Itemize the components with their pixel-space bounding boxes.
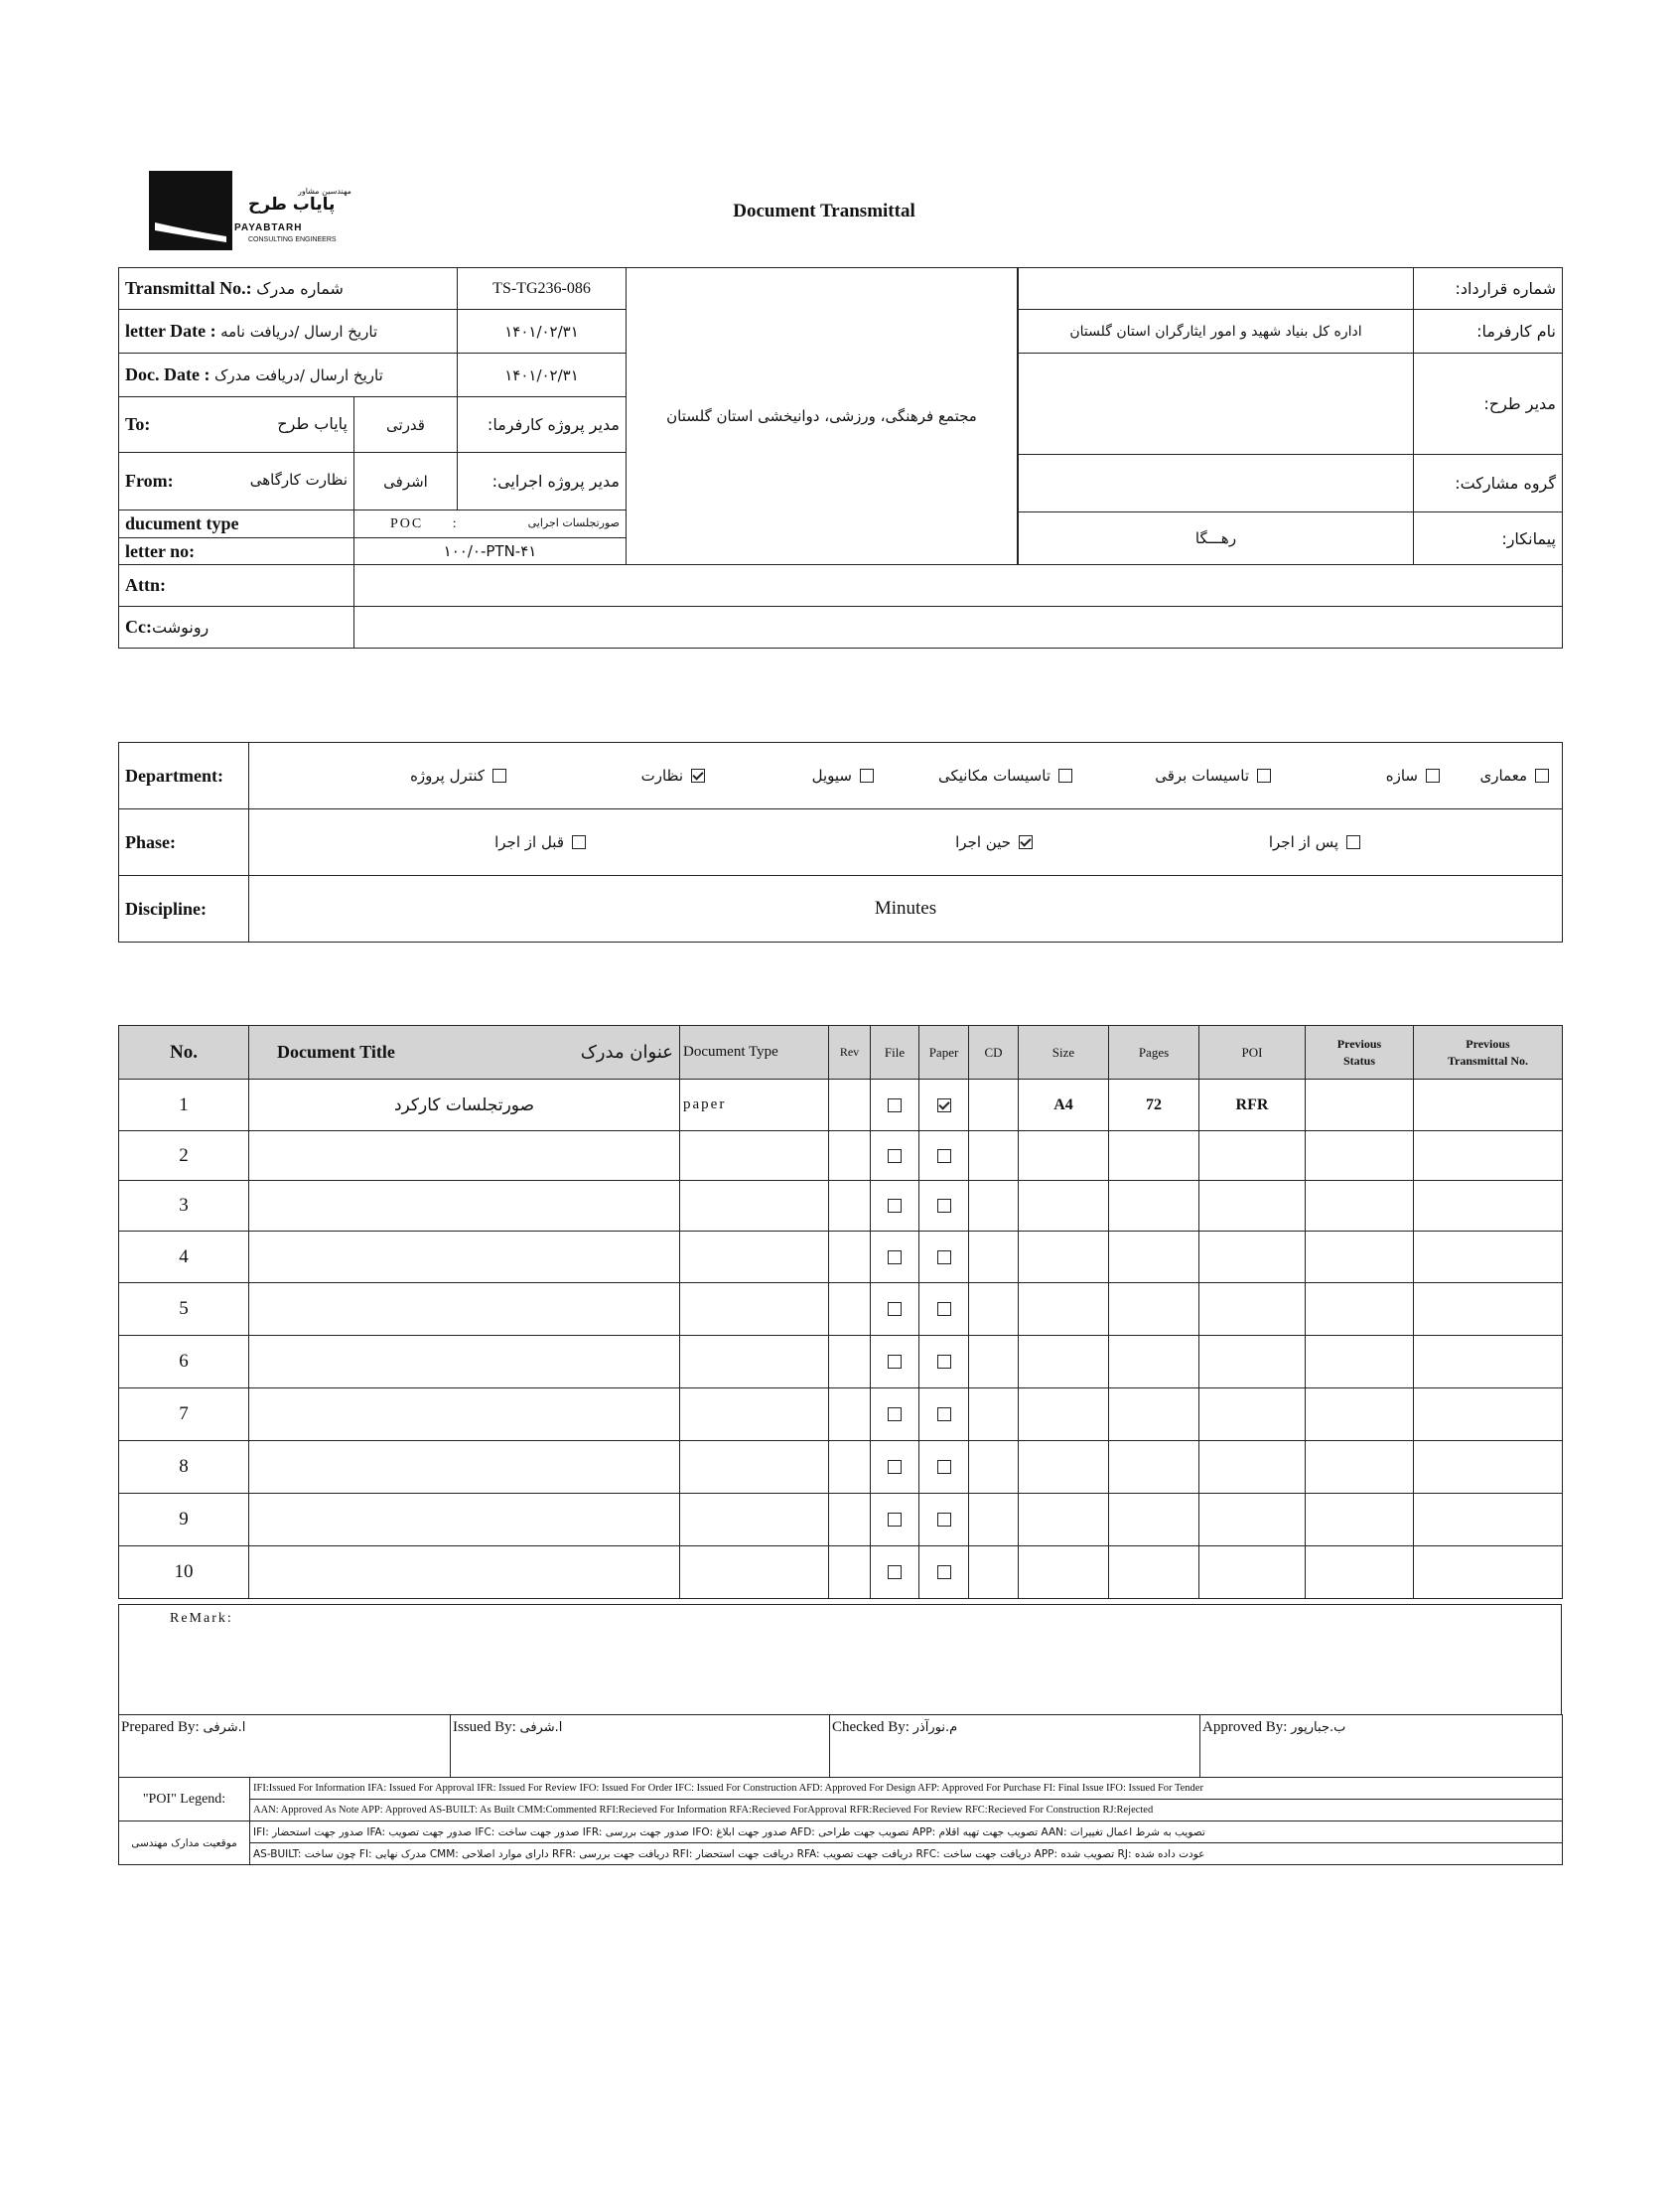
from-cell	[119, 453, 354, 510]
department-checkbox-icon[interactable]	[1058, 769, 1072, 783]
from-label: From:	[125, 471, 174, 491]
to-cell	[119, 397, 354, 453]
issued-value: ا.شرفی	[519, 1720, 563, 1735]
logo-name-en: PAYABTARH	[234, 222, 303, 233]
cell-cd	[969, 1232, 1019, 1283]
col-file: File	[871, 1026, 919, 1080]
cell-rev	[829, 1388, 871, 1441]
cell-size	[1019, 1388, 1109, 1441]
prepared-label: Prepared By:	[121, 1719, 200, 1735]
cell-file	[871, 1131, 919, 1181]
col-no: No.	[119, 1026, 249, 1080]
phase-option[interactable]	[1269, 810, 1360, 874]
cell-cd	[969, 1546, 1019, 1599]
table-row	[119, 1080, 1563, 1131]
project-name-table	[626, 267, 1018, 565]
col-pages: Pages	[1109, 1026, 1199, 1080]
cell-title	[249, 1546, 680, 1599]
col-prev-trans	[1414, 1026, 1563, 1080]
cell-title	[249, 1388, 680, 1441]
logo-sub-en: CONSULTING ENGINEERS	[248, 236, 337, 243]
cell-type	[680, 1441, 829, 1494]
from-manager: اشرفی	[354, 453, 458, 510]
cell-prev-status	[1306, 1388, 1414, 1441]
cell-prev-status	[1306, 1232, 1414, 1283]
poi-legend-label: "POI" Legend:	[119, 1778, 250, 1821]
partnership-value	[1019, 455, 1414, 512]
department-option[interactable]	[1480, 744, 1550, 807]
col-cd: CD	[969, 1026, 1019, 1080]
phase-options	[249, 809, 1563, 876]
employer-label: نام کارفرما:	[1414, 310, 1563, 354]
cell-title	[249, 1181, 680, 1232]
poi-legend-line1: IFI:Issued For Information IFA: Issued For Approval IFR: Issued For Review IFO: Issued For Order IFC: Issued For Construction AFD: Approved For Design AFP: Approved For Purchase FI: Final Issue IFO: Issued For Tender	[250, 1778, 1563, 1800]
cell-rev	[829, 1441, 871, 1494]
cell-size	[1019, 1441, 1109, 1494]
poi-legend-line2: AAN: Approved As Note APP: Approved AS-BUILT: As Built CMM:Commented RFI:Recieved For Information RFA:Recieved ForApproval RFR:Recieved For Review RFC:Recieved For Construction RJ:Rejected	[250, 1800, 1563, 1821]
contract-no-value	[1019, 268, 1414, 310]
file-checkbox-icon[interactable]	[888, 1149, 902, 1163]
cell-pages	[1109, 1283, 1199, 1336]
cell-rev	[829, 1080, 871, 1131]
attn-value	[354, 565, 1563, 607]
cell-prev-status	[1306, 1546, 1414, 1599]
table-row	[119, 1181, 1563, 1232]
cell-poi	[1199, 1131, 1306, 1181]
col-title	[249, 1026, 680, 1080]
cell-size	[1019, 1232, 1109, 1283]
col-rev: Rev	[829, 1026, 871, 1080]
from-manager-label: مدیر پروژه اجرایی:	[458, 453, 627, 510]
cell-file	[871, 1181, 919, 1232]
discipline-value: Minutes	[249, 876, 1563, 943]
cell-file	[871, 1494, 919, 1546]
cell-title	[249, 1131, 680, 1181]
cell-poi	[1199, 1388, 1306, 1441]
cell-type	[680, 1336, 829, 1388]
cell-cd	[969, 1388, 1019, 1441]
file-checkbox-icon[interactable]	[888, 1513, 902, 1527]
cell-file	[871, 1232, 919, 1283]
paper-checkbox-icon[interactable]	[937, 1098, 951, 1112]
cc-cell	[119, 607, 354, 649]
department-option[interactable]	[410, 744, 506, 807]
col-prev-status-2: Status	[1342, 1053, 1375, 1068]
department-option-label: سیویل	[811, 767, 852, 785]
cell-pages	[1109, 1336, 1199, 1388]
department-option-label: سازه	[1385, 767, 1418, 785]
col-prev-trans-2: Transmittal No.	[1447, 1053, 1529, 1068]
cell-prev-trans	[1414, 1232, 1563, 1283]
cell-paper	[919, 1546, 969, 1599]
to-manager: قدرتی	[354, 397, 458, 453]
cell-no: 9	[119, 1494, 249, 1546]
cell-paper	[919, 1336, 969, 1388]
prepared-value: ا.شرفی	[203, 1720, 246, 1735]
cell-cd	[969, 1181, 1019, 1232]
file-checkbox-icon[interactable]	[888, 1199, 902, 1213]
phase-option-label: قبل از اجرا	[494, 833, 564, 851]
cell-prev-trans	[1414, 1494, 1563, 1546]
department-checkbox-icon[interactable]	[1257, 769, 1271, 783]
status-legend-label: موقعیت مدارک مهندسی	[119, 1821, 250, 1865]
file-checkbox-icon[interactable]	[888, 1098, 902, 1112]
cell-no: 8	[119, 1441, 249, 1494]
cell-poi	[1199, 1494, 1306, 1546]
cell-file	[871, 1283, 919, 1336]
cell-prev-trans	[1414, 1080, 1563, 1131]
cell-title	[249, 1283, 680, 1336]
paper-checkbox-icon[interactable]	[937, 1250, 951, 1264]
letter-date-value: ۱۴۰۱/۰۲/۳۱	[458, 310, 627, 354]
paper-checkbox-icon[interactable]	[937, 1513, 951, 1527]
cell-pages: 72	[1109, 1080, 1199, 1131]
logo-mark-icon	[149, 171, 232, 250]
cell-rev	[829, 1283, 871, 1336]
discipline-label: Discipline:	[119, 876, 249, 943]
cell-poi: RFR	[1199, 1080, 1306, 1131]
checked-label: Checked By:	[832, 1719, 910, 1735]
cell-no: 5	[119, 1283, 249, 1336]
cell-size: A4	[1019, 1080, 1109, 1131]
letter-date-label-cell	[119, 310, 458, 354]
cell-poi	[1199, 1336, 1306, 1388]
department-option-label: تاسیسات برقی	[1155, 767, 1249, 785]
department-option-label: معماری	[1479, 767, 1527, 785]
cell-no: 2	[119, 1131, 249, 1181]
checked-cell	[830, 1715, 1200, 1778]
paper-checkbox-icon[interactable]	[937, 1302, 951, 1316]
plan-manager-value	[1019, 354, 1414, 455]
signature-table	[118, 1714, 1563, 1778]
col-type: Document Type	[680, 1026, 829, 1080]
cell-type	[680, 1131, 829, 1181]
paper-checkbox-icon[interactable]	[937, 1460, 951, 1474]
cell-no: 1	[119, 1080, 249, 1131]
phase-option-label: حین اجرا	[955, 833, 1011, 851]
department-list	[249, 744, 1562, 807]
paper-checkbox-icon[interactable]	[937, 1149, 951, 1163]
cell-type	[680, 1546, 829, 1599]
cell-rev	[829, 1181, 871, 1232]
cell-cd	[969, 1283, 1019, 1336]
company-logo	[149, 171, 357, 250]
cell-prev-trans	[1414, 1336, 1563, 1388]
cell-file	[871, 1080, 919, 1131]
header-block	[118, 267, 1562, 655]
cell-rev	[829, 1546, 871, 1599]
cell-prev-trans	[1414, 1441, 1563, 1494]
cell-prev-status	[1306, 1181, 1414, 1232]
table-row	[119, 1388, 1563, 1441]
cell-prev-status	[1306, 1494, 1414, 1546]
col-prev-trans-1: Previous	[1466, 1036, 1510, 1051]
cell-paper	[919, 1181, 969, 1232]
cc-value	[354, 607, 1563, 649]
cell-rev	[829, 1131, 871, 1181]
paper-checkbox-icon[interactable]	[937, 1199, 951, 1213]
table-row	[119, 1232, 1563, 1283]
cell-cd	[969, 1336, 1019, 1388]
department-checkbox-icon[interactable]	[1426, 769, 1440, 783]
to-value: پایاب طرح	[277, 414, 348, 433]
cell-size	[1019, 1336, 1109, 1388]
from-value: نظارت کارگاهی	[249, 471, 348, 489]
doc-type-value: POC	[390, 515, 424, 531]
department-option[interactable]	[641, 744, 705, 807]
remark-label: ReMark:	[170, 1611, 233, 1626]
checked-value: م.نورآذر	[912, 1720, 958, 1735]
letter-no-label: letter no:	[119, 538, 354, 565]
to-manager-label: مدیر پروژه کارفرما:	[458, 397, 627, 453]
paper-checkbox-icon[interactable]	[937, 1407, 951, 1421]
doc-date-label-cell	[119, 354, 458, 397]
department-option-label: تاسیسات مکانیکی	[937, 767, 1050, 785]
page-title: Document Transmittal	[733, 201, 915, 221]
header-right-table	[1018, 267, 1563, 565]
attn-cc-table	[118, 564, 1563, 649]
cell-no: 4	[119, 1232, 249, 1283]
cell-pages	[1109, 1232, 1199, 1283]
classification-table	[118, 742, 1563, 943]
cell-title	[249, 1336, 680, 1388]
cell-file	[871, 1546, 919, 1599]
phase-checkbox-icon[interactable]	[572, 835, 586, 849]
transmittal-no-label: Transmittal No.:	[125, 278, 252, 298]
doc-type-label: ducument type	[119, 510, 354, 538]
doc-date-value: ۱۴۰۱/۰۲/۳۱	[458, 354, 627, 397]
cell-cd	[969, 1131, 1019, 1181]
table-row	[119, 1336, 1563, 1388]
cell-no: 3	[119, 1181, 249, 1232]
header-left-table-3	[118, 510, 627, 565]
header-left-table	[118, 267, 627, 397]
attn-label: Attn:	[119, 565, 354, 607]
partnership-label: گروه مشارکت:	[1414, 455, 1563, 512]
cell-prev-status	[1306, 1131, 1414, 1181]
cell-no: 10	[119, 1546, 249, 1599]
logo-name-fa: پایاب طرح	[248, 195, 336, 215]
table-row	[119, 1546, 1563, 1599]
status-legend-line2: AS-BUILT: چون ساخت FI: مدرک نهایی CMM: دارای موارد اصلاحی RFR: دریافت جهت بررسی RFI: دریافت جهت استحضار RFA: دریافت جهت تصویب RFC: دریافت جهت ساخت APP: تصویب شده RJ: عودت داده شده	[250, 1843, 1563, 1865]
cell-paper	[919, 1232, 969, 1283]
issued-label: Issued By:	[453, 1719, 516, 1735]
department-options	[249, 743, 1563, 809]
department-option[interactable]	[1386, 744, 1440, 807]
table-row	[119, 1131, 1563, 1181]
cell-poi	[1199, 1546, 1306, 1599]
col-paper: Paper	[919, 1026, 969, 1080]
col-size: Size	[1019, 1026, 1109, 1080]
letter-no-value: ۱۰۰/۰-PTN-۴۱	[354, 538, 627, 565]
department-checkbox-icon[interactable]	[691, 769, 705, 783]
department-option[interactable]	[938, 744, 1072, 807]
file-checkbox-icon[interactable]	[888, 1407, 902, 1421]
doc-type-sep: :	[452, 515, 457, 531]
phase-checkbox-icon[interactable]	[1346, 835, 1360, 849]
project-name: مجتمع فرهنگی، ورزشی، دوانیخشی استان گلستان	[627, 268, 1018, 565]
plan-manager-label: مدیر طرح:	[1414, 354, 1563, 455]
cell-type	[680, 1283, 829, 1336]
table-row	[119, 1283, 1563, 1336]
file-checkbox-icon[interactable]	[888, 1460, 902, 1474]
cell-poi	[1199, 1283, 1306, 1336]
cell-prev-status	[1306, 1441, 1414, 1494]
cell-pages	[1109, 1131, 1199, 1181]
department-option[interactable]	[1155, 744, 1271, 807]
doc-date-label: Doc. Date :	[125, 364, 210, 384]
contractor-label: پیمانکار:	[1414, 512, 1563, 565]
cell-poi	[1199, 1181, 1306, 1232]
cell-size	[1019, 1131, 1109, 1181]
doc-type-cell	[354, 510, 627, 538]
cell-cd	[969, 1080, 1019, 1131]
phase-option[interactable]	[955, 810, 1033, 874]
cell-rev	[829, 1232, 871, 1283]
col-title-en: Document Title	[277, 1042, 395, 1062]
cell-file	[871, 1388, 919, 1441]
cell-paper	[919, 1441, 969, 1494]
cell-pages	[1109, 1494, 1199, 1546]
cell-poi	[1199, 1232, 1306, 1283]
remark-cell	[119, 1605, 1562, 1715]
cell-title	[249, 1494, 680, 1546]
cell-paper	[919, 1131, 969, 1181]
file-checkbox-icon[interactable]	[888, 1565, 902, 1579]
contract-no-label: شماره قرارداد:	[1414, 268, 1563, 310]
cell-pages	[1109, 1441, 1199, 1494]
header-left-table-2	[118, 396, 627, 510]
department-option[interactable]	[812, 744, 874, 807]
cell-paper	[919, 1283, 969, 1336]
document-table	[118, 1025, 1563, 1599]
department-checkbox-icon[interactable]	[860, 769, 874, 783]
cell-prev-trans	[1414, 1546, 1563, 1599]
cell-title	[249, 1232, 680, 1283]
cell-poi	[1199, 1441, 1306, 1494]
cell-prev-status	[1306, 1080, 1414, 1131]
phase-checkbox-icon[interactable]	[1019, 835, 1033, 849]
file-checkbox-icon[interactable]	[888, 1302, 902, 1316]
cell-prev-trans	[1414, 1388, 1563, 1441]
cell-prev-trans	[1414, 1131, 1563, 1181]
department-label: Department:	[119, 743, 249, 809]
paper-checkbox-icon[interactable]	[937, 1565, 951, 1579]
cell-type	[680, 1232, 829, 1283]
department-checkbox-icon[interactable]	[1535, 769, 1549, 783]
phase-label: Phase:	[119, 809, 249, 876]
cell-pages	[1109, 1181, 1199, 1232]
transmittal-no-value: TS-TG236-086	[458, 268, 627, 310]
transmittal-no-label-cell	[119, 268, 458, 310]
contractor-value: رهـــگا	[1019, 512, 1414, 565]
cell-no: 7	[119, 1388, 249, 1441]
prepared-cell	[119, 1715, 451, 1778]
cell-rev	[829, 1494, 871, 1546]
cell-rev	[829, 1336, 871, 1388]
cell-pages	[1109, 1546, 1199, 1599]
status-legend-line1: IFI: صدور جهت استحضار IFA: صدور جهت تصویب IFC: صدور جهت ساخت IFR: صدور جهت بررسی IFO: صدور جهت ابلاغ AFD: تصویب جهت طراحی APP: تصویب جهت تهیه اقلام AAN: تصویب به شرط اعمال تغییرات	[250, 1821, 1563, 1843]
cell-title	[249, 1441, 680, 1494]
logo-top-text: مهندسین مشاور	[298, 187, 351, 196]
cell-prev-trans	[1414, 1283, 1563, 1336]
department-option-label: نظارت	[640, 767, 683, 785]
department-checkbox-icon[interactable]	[492, 769, 506, 783]
phase-option-label: پس از اجرا	[1268, 833, 1338, 851]
issued-cell	[451, 1715, 830, 1778]
col-poi: POI	[1199, 1026, 1306, 1080]
file-checkbox-icon[interactable]	[888, 1250, 902, 1264]
paper-checkbox-icon[interactable]	[937, 1355, 951, 1369]
phase-list	[249, 810, 1562, 874]
approved-label: Approved By:	[1202, 1719, 1288, 1735]
letter-date-label: letter Date :	[125, 321, 216, 341]
cc-label: Cc:	[125, 617, 152, 637]
phase-option[interactable]	[494, 810, 586, 874]
cell-type	[680, 1494, 829, 1546]
col-title-fa: عنوان مدرک	[580, 1042, 673, 1063]
cell-prev-status	[1306, 1336, 1414, 1388]
transmittal-no-fa: شماره مدرک	[256, 279, 344, 298]
remark-table	[118, 1604, 1562, 1715]
cell-size	[1019, 1546, 1109, 1599]
cell-type: paper	[680, 1080, 829, 1131]
cell-file	[871, 1441, 919, 1494]
cell-file	[871, 1336, 919, 1388]
cell-title: صورتجلسات کارکرد	[249, 1080, 680, 1131]
cell-no: 6	[119, 1336, 249, 1388]
col-prev-status-1: Previous	[1336, 1036, 1382, 1051]
approved-cell	[1200, 1715, 1563, 1778]
cc-fa: رونوشت	[151, 618, 210, 637]
to-label: To:	[125, 414, 151, 434]
table-row	[119, 1441, 1563, 1494]
cell-size	[1019, 1181, 1109, 1232]
cell-pages	[1109, 1388, 1199, 1441]
col-prev-status	[1306, 1026, 1414, 1080]
doc-type-fa: صورتجلسات اجرایی	[527, 515, 620, 529]
legend-table	[118, 1777, 1563, 1865]
cell-size	[1019, 1283, 1109, 1336]
cell-type	[680, 1388, 829, 1441]
approved-value: ب.جبارپور	[1291, 1720, 1346, 1735]
cell-paper	[919, 1080, 969, 1131]
cell-size	[1019, 1494, 1109, 1546]
cell-cd	[969, 1494, 1019, 1546]
cell-paper	[919, 1388, 969, 1441]
letter-date-fa: تاریخ ارسال /دریافت نامه	[220, 323, 378, 341]
cell-prev-trans	[1414, 1181, 1563, 1232]
file-checkbox-icon[interactable]	[888, 1355, 902, 1369]
cell-paper	[919, 1494, 969, 1546]
cell-cd	[969, 1441, 1019, 1494]
table-row	[119, 1494, 1563, 1546]
cell-type	[680, 1181, 829, 1232]
employer-value: اداره کل بنیاد شهید و امور ایثارگران استان گلستان	[1019, 310, 1414, 354]
doc-date-fa: تاریخ ارسال /دریافت مدرک	[213, 366, 383, 384]
department-option-label: کنترل پروژه	[410, 767, 485, 785]
cell-prev-status	[1306, 1283, 1414, 1336]
